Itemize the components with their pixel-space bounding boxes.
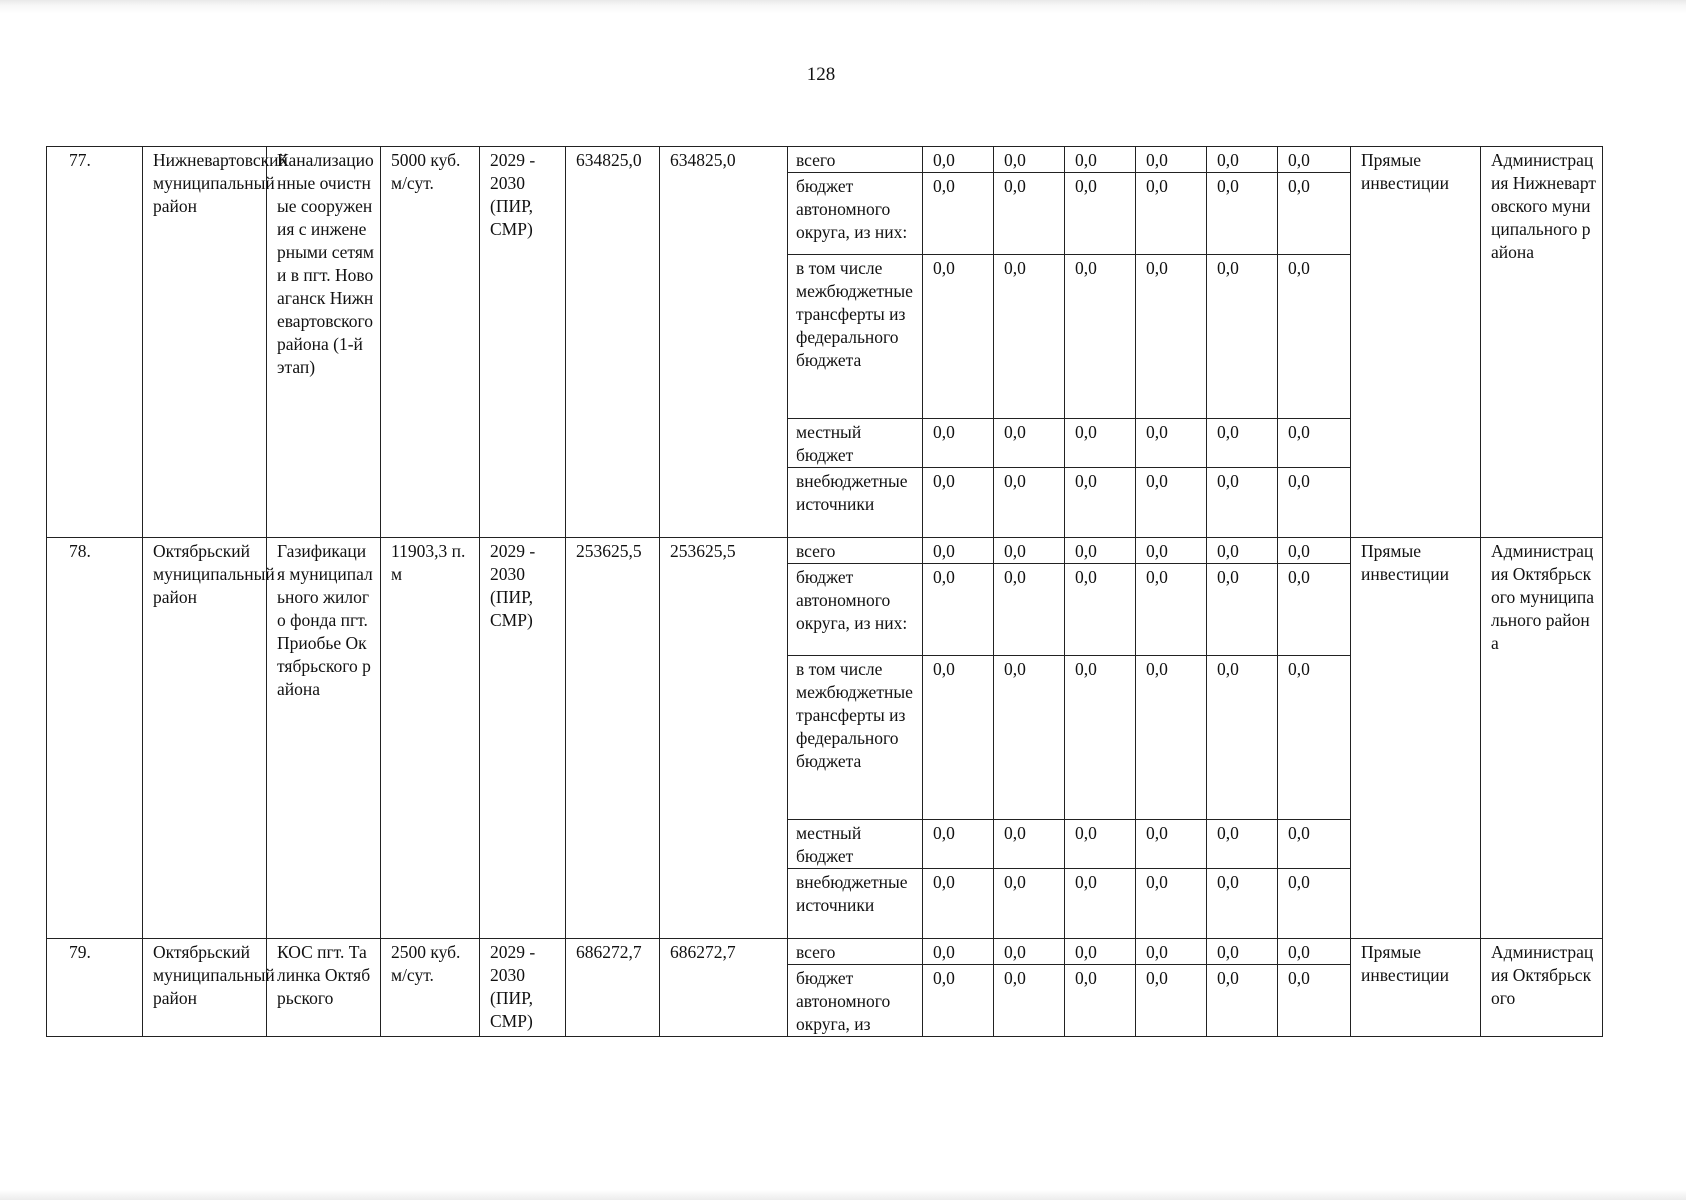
- amount-cell: 0,0: [1278, 564, 1351, 656]
- amount-cell: 0,0: [1136, 869, 1207, 939]
- amount-cell: 0,0: [1207, 147, 1278, 173]
- amount-cell: 0,0: [1278, 656, 1351, 820]
- amount-cell: 0,0: [994, 173, 1065, 255]
- table-body: [47, 147, 1603, 1037]
- amount-cell: 0,0: [1065, 538, 1136, 564]
- amount-cell: 0,0: [994, 564, 1065, 656]
- amount-cell: 0,0: [923, 869, 994, 939]
- amount-cell: 0,0: [1136, 173, 1207, 255]
- amount-cell: 0,0: [1278, 538, 1351, 564]
- estimated-cost-cell: 686272,7: [566, 939, 660, 1037]
- executor-cell: Администрация Октябрьского: [1481, 939, 1603, 1037]
- amount-cell: 0,0: [923, 468, 994, 538]
- amount-cell: 0,0: [994, 939, 1065, 965]
- amount-cell: 0,0: [1136, 564, 1207, 656]
- amount-cell: 0,0: [923, 939, 994, 965]
- executor-cell: Администрация Нижневартовского муниципального района: [1481, 147, 1603, 538]
- amount-cell: 0,0: [1065, 820, 1136, 869]
- funding-source-label: бюджет автономного округа, из них:: [788, 173, 923, 255]
- scan-edge-bottom: [0, 1190, 1686, 1200]
- amount-cell: 0,0: [1278, 173, 1351, 255]
- table-row: [47, 538, 1603, 564]
- amount-cell: 0,0: [994, 820, 1065, 869]
- amount-cell: 0,0: [1278, 147, 1351, 173]
- amount-cell: 0,0: [994, 538, 1065, 564]
- table-row: [47, 147, 1603, 173]
- amount-cell: 0,0: [923, 820, 994, 869]
- amount-cell: 0,0: [1065, 869, 1136, 939]
- remaining-cost-cell: 634825,0: [660, 147, 788, 538]
- district-cell: Октябрьский муниципальный район: [143, 939, 267, 1037]
- amount-cell: 0,0: [1207, 965, 1278, 1037]
- amount-cell: 0,0: [1207, 656, 1278, 820]
- amount-cell: 0,0: [1065, 965, 1136, 1037]
- amount-cell: 0,0: [1065, 255, 1136, 419]
- funding-source-label: бюджет автономного округа, из них:: [788, 564, 923, 656]
- amount-cell: 0,0: [1136, 939, 1207, 965]
- amount-cell: 0,0: [923, 147, 994, 173]
- amount-cell: 0,0: [994, 419, 1065, 468]
- object-name-cell: Газификация муниципального жилого фонда пгт. Приобье Октябрьского района: [267, 538, 381, 939]
- amount-cell: 0,0: [1278, 820, 1351, 869]
- amount-cell: 0,0: [1278, 965, 1351, 1037]
- amount-cell: 0,0: [1065, 173, 1136, 255]
- funding-source-label: всего: [788, 939, 923, 965]
- amount-cell: 0,0: [994, 965, 1065, 1037]
- row-number: 79.: [47, 939, 143, 1037]
- amount-cell: 0,0: [923, 419, 994, 468]
- row-number: 77.: [47, 147, 143, 538]
- funding-source-label: внебюджетные источники: [788, 468, 923, 538]
- amount-cell: 0,0: [1207, 468, 1278, 538]
- capacity-cell: 11903,3 п. м: [381, 538, 480, 939]
- amount-cell: 0,0: [923, 965, 994, 1037]
- remaining-cost-cell: 253625,5: [660, 538, 788, 939]
- amount-cell: 0,0: [1136, 468, 1207, 538]
- investment-form-cell: Прямые инвестиции: [1351, 939, 1481, 1037]
- amount-cell: 0,0: [1278, 468, 1351, 538]
- amount-cell: 0,0: [1065, 939, 1136, 965]
- amount-cell: 0,0: [1278, 255, 1351, 419]
- period-cell: 2029 - 2030 (ПИР, СМР): [480, 538, 566, 939]
- amount-cell: 0,0: [1136, 255, 1207, 419]
- capacity-cell: 5000 куб. м/сут.: [381, 147, 480, 538]
- amount-cell: 0,0: [1065, 419, 1136, 468]
- object-name-cell: КОС пгт. Талинка Октябрьского: [267, 939, 381, 1037]
- funding-source-label: всего: [788, 538, 923, 564]
- amount-cell: 0,0: [1207, 173, 1278, 255]
- amount-cell: 0,0: [923, 656, 994, 820]
- page-number: 128: [806, 64, 836, 85]
- amount-cell: 0,0: [923, 564, 994, 656]
- amount-cell: 0,0: [994, 147, 1065, 173]
- scan-edge-top: [0, 0, 1686, 14]
- funding-source-label: местный бюджет: [788, 419, 923, 468]
- amount-cell: 0,0: [1207, 939, 1278, 965]
- amount-cell: 0,0: [923, 255, 994, 419]
- amount-cell: 0,0: [1136, 820, 1207, 869]
- amount-cell: 0,0: [923, 173, 994, 255]
- period-cell: 2029 - 2030 (ПИР, СМР): [480, 147, 566, 538]
- capacity-cell: 2500 куб. м/сут.: [381, 939, 480, 1037]
- funding-source-label: в том числе межбюджетные трансферты из федерального бюджета: [788, 656, 923, 820]
- district-cell: Нижневартовский муниципальный район: [143, 147, 267, 538]
- amount-cell: 0,0: [1065, 656, 1136, 820]
- investment-table: [46, 146, 1603, 1037]
- amount-cell: 0,0: [1278, 869, 1351, 939]
- row-number: 78.: [47, 538, 143, 939]
- amount-cell: 0,0: [1207, 820, 1278, 869]
- amount-cell: 0,0: [1136, 538, 1207, 564]
- amount-cell: 0,0: [1207, 564, 1278, 656]
- amount-cell: 0,0: [994, 468, 1065, 538]
- amount-cell: 0,0: [1207, 255, 1278, 419]
- investment-form-cell: Прямые инвестиции: [1351, 147, 1481, 538]
- funding-source-label: в том числе межбюджетные трансферты из федерального бюджета: [788, 255, 923, 419]
- amount-cell: 0,0: [1065, 564, 1136, 656]
- amount-cell: 0,0: [1207, 869, 1278, 939]
- amount-cell: 0,0: [1278, 939, 1351, 965]
- amount-cell: 0,0: [994, 656, 1065, 820]
- estimated-cost-cell: 634825,0: [566, 147, 660, 538]
- amount-cell: 0,0: [1136, 656, 1207, 820]
- amount-cell: 0,0: [1207, 419, 1278, 468]
- amount-cell: 0,0: [923, 538, 994, 564]
- amount-cell: 0,0: [1065, 147, 1136, 173]
- district-cell: Октябрьский муниципальный район: [143, 538, 267, 939]
- investment-form-cell: Прямые инвестиции: [1351, 538, 1481, 939]
- funding-source-label: всего: [788, 147, 923, 173]
- amount-cell: 0,0: [1065, 468, 1136, 538]
- amount-cell: 0,0: [1278, 419, 1351, 468]
- estimated-cost-cell: 253625,5: [566, 538, 660, 939]
- remaining-cost-cell: 686272,7: [660, 939, 788, 1037]
- amount-cell: 0,0: [994, 255, 1065, 419]
- amount-cell: 0,0: [1136, 965, 1207, 1037]
- funding-source-label: местный бюджет: [788, 820, 923, 869]
- amount-cell: 0,0: [1136, 419, 1207, 468]
- period-cell: 2029 - 2030 (ПИР, СМР): [480, 939, 566, 1037]
- table-row: [47, 939, 1603, 965]
- executor-cell: Администрация Октябрьского муниципального района: [1481, 538, 1603, 939]
- amount-cell: 0,0: [1207, 538, 1278, 564]
- amount-cell: 0,0: [994, 869, 1065, 939]
- amount-cell: 0,0: [1136, 147, 1207, 173]
- funding-source-label: внебюджетные источники: [788, 869, 923, 939]
- object-name-cell: Канализационные очистные сооружения с инженерными сетями в пгт. Новоаганск Нижневартовского района (1-й этап): [267, 147, 381, 538]
- funding-source-label: бюджет автономного округа, из: [788, 965, 923, 1037]
